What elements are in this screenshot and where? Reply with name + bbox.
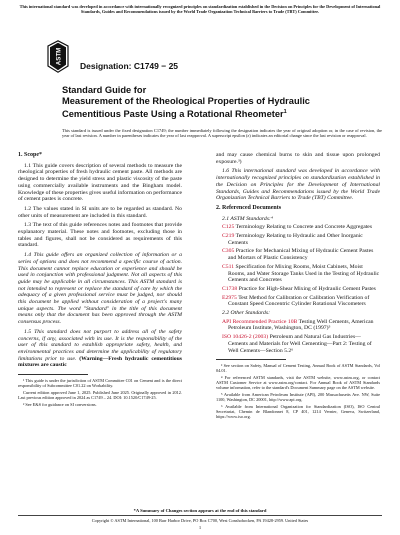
copyright-line: Copyright © ASTM International, 100 Barr Harbor Drive, PO Box C700, West Conshohocken, PA 19428-2959. United States <box>91 518 309 523</box>
title-footnote-mark: 1 <box>283 109 287 115</box>
footnote-5: ⁵ Available from American Petroleum Institute (API), 200 Massachusetts Ave. NW, Suite 1100, Washington, DC 20001, http://www.api.org. <box>216 391 380 403</box>
title-line-3: Cementitious Paste Using a Rotational Rheometer <box>62 109 284 120</box>
international-standard-notice: This international standard was developed in accordance with internationally recognized principles on standardization established in the Decision on Principles for the Development of International Standards, Guides and Recommendations issued by the World Trade Organization Technical Barriers to Trade (TBT) Committee. <box>19 4 381 15</box>
reference-link[interactable]: C1738 <box>222 285 238 292</box>
reference-title: Terminology Relating to Hydraulic and Other Inorganic Cements <box>228 233 363 246</box>
reference-item <box>222 286 380 293</box>
footnote-4: ⁴ For referenced ASTM standards, visit the ASTM website, www.astm.org, or contact ASTM Customer Service at www.astm.org/contact. For Annual Book of ASTM Standards volume information, refer to the standard's Document Summary page on the ASTM website. <box>216 375 380 391</box>
reference-link[interactable]: C125 <box>222 224 235 231</box>
footnote-1: ¹ This guide is under the jurisdiction of ASTM Committee C01 on Cement and is the direct responsibility of Subcommittee C01.22 on Workability. <box>18 378 182 389</box>
title-line-1: Standard Guide for <box>62 85 147 95</box>
reference-title: Practice for Mechanical Mixing of Hydraulic Cement Pastes and Mortars of Plastic Consistency <box>228 248 374 262</box>
paragraph-1-6: 1.6 This international standard was developed in accordance with internationally recognized principles on standardization established in the Decision on Principles for the Development of International Standards, Guides and Recommendations issued by the World Trade Organization Technical Barriers to Trade (TBT) Committee. <box>216 168 380 202</box>
svg-text:ASTM: ASTM <box>55 47 63 66</box>
reference-title: Testing Well Cements, American Petroleum Institute, Washington, DC (1997)⁵ <box>228 318 374 332</box>
reference-item <box>222 224 380 231</box>
standard-issue-notice: This standard is issued under the fixed designation C1749; the number immediately following the designation indicates the year of original adoption or, in the case of revision, the year of last revision. A number in parentheses indicates the year of last reapproval. A superscript epsilon (ε) indicates an editorial change since the last revision or reapproval. <box>62 128 382 139</box>
designation: Designation: C1749 − 25 <box>80 61 179 71</box>
paragraph-1-5-continued: and may cause chemical burns to skin and tissue upon prolonged exposure.³) <box>216 152 380 165</box>
paragraph-1-2: 1.2 The values stated in SI units are to be regarded as standard. No other units of measurement are included in this standard. <box>18 205 182 219</box>
title-line-2: Measurement of the Rheological Properties of Hydraulic <box>62 96 310 106</box>
section-heading-scope: 1. Scope* <box>18 152 42 158</box>
reference-title: Terminology Relating to Concrete and Concrete Aggregates <box>235 224 373 231</box>
reference-title: Petroleum and Natural Gas Industries—Cements and Materials for Well Cementing—Part 2: Testing of Well Cements—Section 5.2⁶ <box>228 334 372 354</box>
reference-item <box>222 334 380 354</box>
reference-item <box>222 319 380 332</box>
section-heading-referenced-documents: 2. Referenced Documents <box>216 204 282 211</box>
reference-link[interactable]: E2975 <box>222 294 237 301</box>
astm-references-list <box>216 224 380 308</box>
reference-item <box>222 233 380 246</box>
left-column <box>18 152 182 408</box>
reference-link[interactable]: C511 <box>222 263 235 270</box>
other-references-list <box>216 319 380 355</box>
other-standards-subheading: 2.2 Other Standards: <box>222 310 270 317</box>
reference-link[interactable]: C305 <box>222 248 235 255</box>
summary-of-changes-note: *A Summary of Changes section appears at the end of this standard <box>133 508 267 513</box>
paragraph-1-3: 1.3 The text of this guide references notes and footnotes that provide explanatory material. These notes and footnotes, excluding those in tables and figures, shall not be considered as requirements of this standard. <box>18 222 182 249</box>
footnote-divider <box>18 374 88 375</box>
astm-logo-icon <box>47 40 69 73</box>
footnote-6: ⁶ Available from International Organization for Standardization (ISO), ISO Central Secretariat, Chemin de Blandonnet 8, CP 401, 1214 Vernier, Geneva, Switzerland, https://www.iso.org. <box>216 403 380 419</box>
footnote-2: ² See E&S for guidance on SI conversions. <box>23 401 97 407</box>
astm-standards-subheading: 2.1 ASTM Standards:⁴ <box>222 215 273 222</box>
document-title <box>62 85 362 120</box>
reference-item <box>222 248 380 261</box>
reference-item <box>222 295 380 308</box>
reference-title: Specification for Mixing Rooms, Moist Cabinets, Moist Rooms, and Water Storage Tanks Used in the Testing of Hydraulic Cements and Concretes <box>228 263 380 284</box>
footnote-divider <box>216 359 286 360</box>
paragraph-1-1: 1.1 This guide covers description of several methods to measure the rheological properties of fresh hydraulic cement paste. All methods are designed to determine the yield stress and plastic viscosity of the paste using commercially available instruments and the Bingham model. Knowledge of these properties gives useful information on performance of cement pastes is concrete. <box>18 162 182 203</box>
paragraph-1-4: 1.4 This guide offers an organized collection of information or a series of options and does not recommend a specific course of action. This document cannot replace education or experience and should be used in conjunction with professional judgment. Not all aspects of this guide may be applicable in all circumstances. This ASTM standard is not intended to represent or replace the standard of care by which the adequacy of a given professional service must be judged, nor should this document be applied without consideration of a project's many unique aspects. The word "Standard" in the title of this document means only that the document has been approved through the ASTM consensus process. <box>18 252 182 326</box>
paragraph-1-5-text: 1.5 This standard does not purport to address all of the safety concerns, if any, associated with its use. It is the responsibility of the user of this standard to establish appropriate safety, health, and environmental practices and determine the applicability of regulatory limitations prior to use. <box>18 328 182 362</box>
footnote-3: ³ See section on Safety, Manual of Cement Testing, Annual Book of ASTM Standards, Vol 04.01. <box>216 363 380 374</box>
reference-link[interactable]: ISO 10426-2 (2003) <box>222 334 269 341</box>
right-column <box>216 152 380 421</box>
paragraph-1-5-warning: (Warning—Fresh hydraulic cementitious mixtures are caustic <box>18 355 182 369</box>
footnote-1-edition: Current edition approved June 1, 2025. Published June 2025. Originally approved in 2012. Last previous edition approved in 2024 as C1749 – 24. DOI: 10.1520/C1749-25. <box>18 389 182 400</box>
reference-title: Test Method for Calibration or Calibration Verification of Constant Speed Concentric Cylinder Rotational Viscometers <box>228 294 370 308</box>
reference-link[interactable]: API Recommended Practice 10B <box>222 318 298 325</box>
reference-title: Practice for High-Shear Mixing of Hydraulic Cement Pastes <box>238 285 376 292</box>
paragraph-1-5 <box>18 329 182 369</box>
footer-divider <box>18 515 382 516</box>
reference-item <box>222 264 380 284</box>
page-number: 1 <box>198 525 202 530</box>
reference-link[interactable]: C219 <box>222 233 235 240</box>
